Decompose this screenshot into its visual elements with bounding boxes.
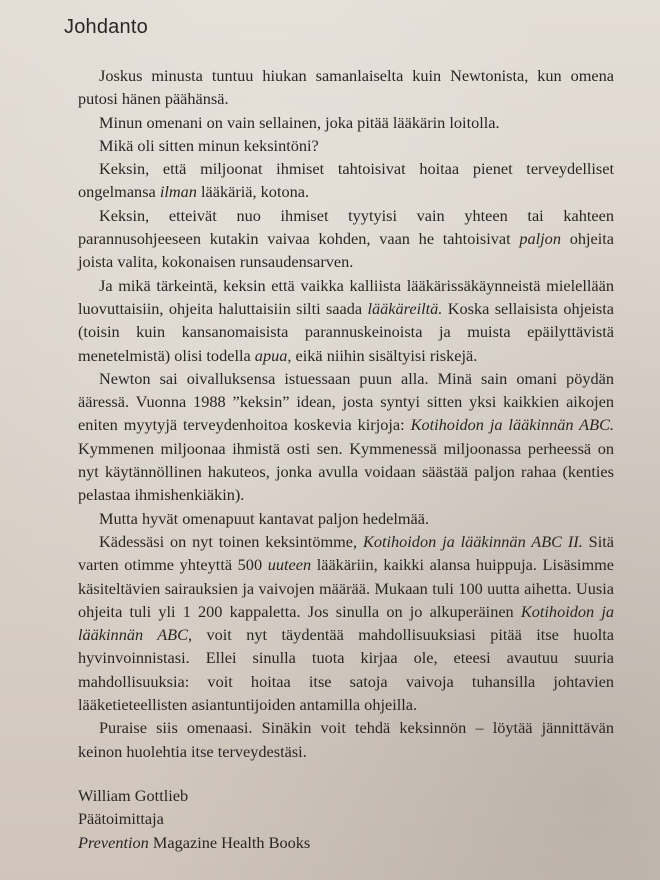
paragraph-8 <box>78 507 614 530</box>
paragraph-6 <box>78 274 614 367</box>
paragraph-10 <box>78 716 614 763</box>
paragraph-7 <box>78 367 614 507</box>
introduction-body <box>78 64 614 763</box>
paragraph-1 <box>78 64 614 111</box>
paragraph-emphasis: uuteen <box>267 555 312 575</box>
paragraph-text: lääkäriin, kaikki alansa huippuja. Lisäsimme käsiteltävien sairauksien ja vaivojen määrää. Mukaan tuli 100 uutta aihetta. Uusia ohjeita tuli yli 1 200 kappaletta. Jos sinulla on jo alkuperäinen <box>78 555 614 621</box>
paragraph-text: Mutta hyvät omenapuut kantavat paljon hedelmää. <box>99 508 430 528</box>
paragraph-text: Mikä oli sitten minun keksintöni? <box>99 135 319 155</box>
paragraph-text: Keksin, etteivät nuo ihmiset tyytyisi vain yhteen tai kahteen parannusohjeeseen kutakin vaivaa kohden, vaan he tahtoisivat <box>78 205 614 249</box>
paragraph-text: Keksin, että miljoonat ihmiset tahtoisivat hoitaa pienet terveydelliset ongelmansa <box>78 159 614 202</box>
paragraph-text: Joskus minusta tuntuu hiukan samanlaiselta kuin Newtonista, kun omena putosi hänen päähänsä. <box>78 66 614 109</box>
paragraph-text: Kädessäsi on nyt toinen keksintömme, <box>99 531 363 551</box>
paragraph-text: Newton sai oivalluksensa istuessaan puun alla. Minä sain omani pöydän ääressä. Vuonna 1988 ”keksin” idean, josta syntyi sitten yksi kaikkien aikojen eniten myytyjä terveydenhoitoa koskevia kirjoja: <box>78 368 614 435</box>
paragraph-text: lääkäriä, kotona. <box>196 182 310 202</box>
paragraph-text: eikä niihin sisältyisi riskejä. <box>291 345 478 365</box>
publisher-rest: Magazine Health Books <box>148 832 311 852</box>
paragraph-text: Koska sellaisista ohjeista (toisin kuin kansanomaisista parannuskeinoista ja muista epäilyttävistä menetelmistä) olisi todella <box>78 298 614 365</box>
paragraph-emphasis: lääkäreiltä. <box>367 298 443 318</box>
paragraph-9 <box>78 530 614 716</box>
paragraph-text: Kymmenen miljoonaa ihmistä osti sen. Kymmenessä miljoonassa perheessä on nyt käytännöllinen hakuteos, jonka avulla voidaan säästää paljon rahaa (kenties pelastaa ihmishenkiäkin). <box>78 438 614 505</box>
paragraph-4 <box>78 157 614 204</box>
signature-name: William Gottlieb <box>78 786 189 805</box>
paragraph-text: Puraise siis omenaasi. Sinäkin voit tehdä keksinnön – löytää jännittävän keinon huolehtia itse terveydestäsi. <box>78 718 614 761</box>
signature-title: Päätoimittaja <box>78 809 164 829</box>
paragraph-text: Minun omenani on vain sellainen, joka pitää lääkärin loitolla. <box>99 112 500 132</box>
paragraph-emphasis: ilman <box>159 182 197 202</box>
paragraph-text: voit nyt täydentää mahdollisuuksiasi pitää itse huolta hyvinvoinnistasi. Ellei sinulla tuota kirjaa ole, eteesi avautuu suuria mahdollisuuksia: voit hoitaa itse satoja vaivoja tuhansilla johtavien lääketieteellisten asiantuntijoiden antamilla ohjeilla. <box>78 625 614 715</box>
paragraph-text: Ja mikä tärkeintä, keksin että vaikka kalliista lääkärissäkäynneistä mielellään luovuttaisiin, ohjeita haluttaisiin silti saada <box>78 275 614 318</box>
signature-block <box>78 784 310 854</box>
paragraph-2 <box>78 111 614 134</box>
paragraph-text: Sitä varten otimme yhteyttä 500 <box>78 531 614 575</box>
paragraph-emphasis: Kotihoidon ja lääkinnän ABC, <box>78 601 614 645</box>
paragraph-5 <box>78 204 614 274</box>
paragraph-emphasis: paljon <box>519 229 561 249</box>
signature-publisher <box>78 831 310 854</box>
paragraph-emphasis: Kotihoidon ja lääkinnän ABC II. <box>362 531 583 551</box>
paragraph-text: ohjeita joista valita, kokonaisen runsaudensarven. <box>78 229 615 272</box>
paragraph-emphasis: Kotihoidon ja lääkinnän ABC. <box>410 415 614 435</box>
chapter-heading: Johdanto <box>64 16 148 38</box>
publisher-italic: Prevention <box>78 832 149 852</box>
paragraph-emphasis: apua, <box>254 345 292 365</box>
paragraph-3 <box>78 134 614 157</box>
